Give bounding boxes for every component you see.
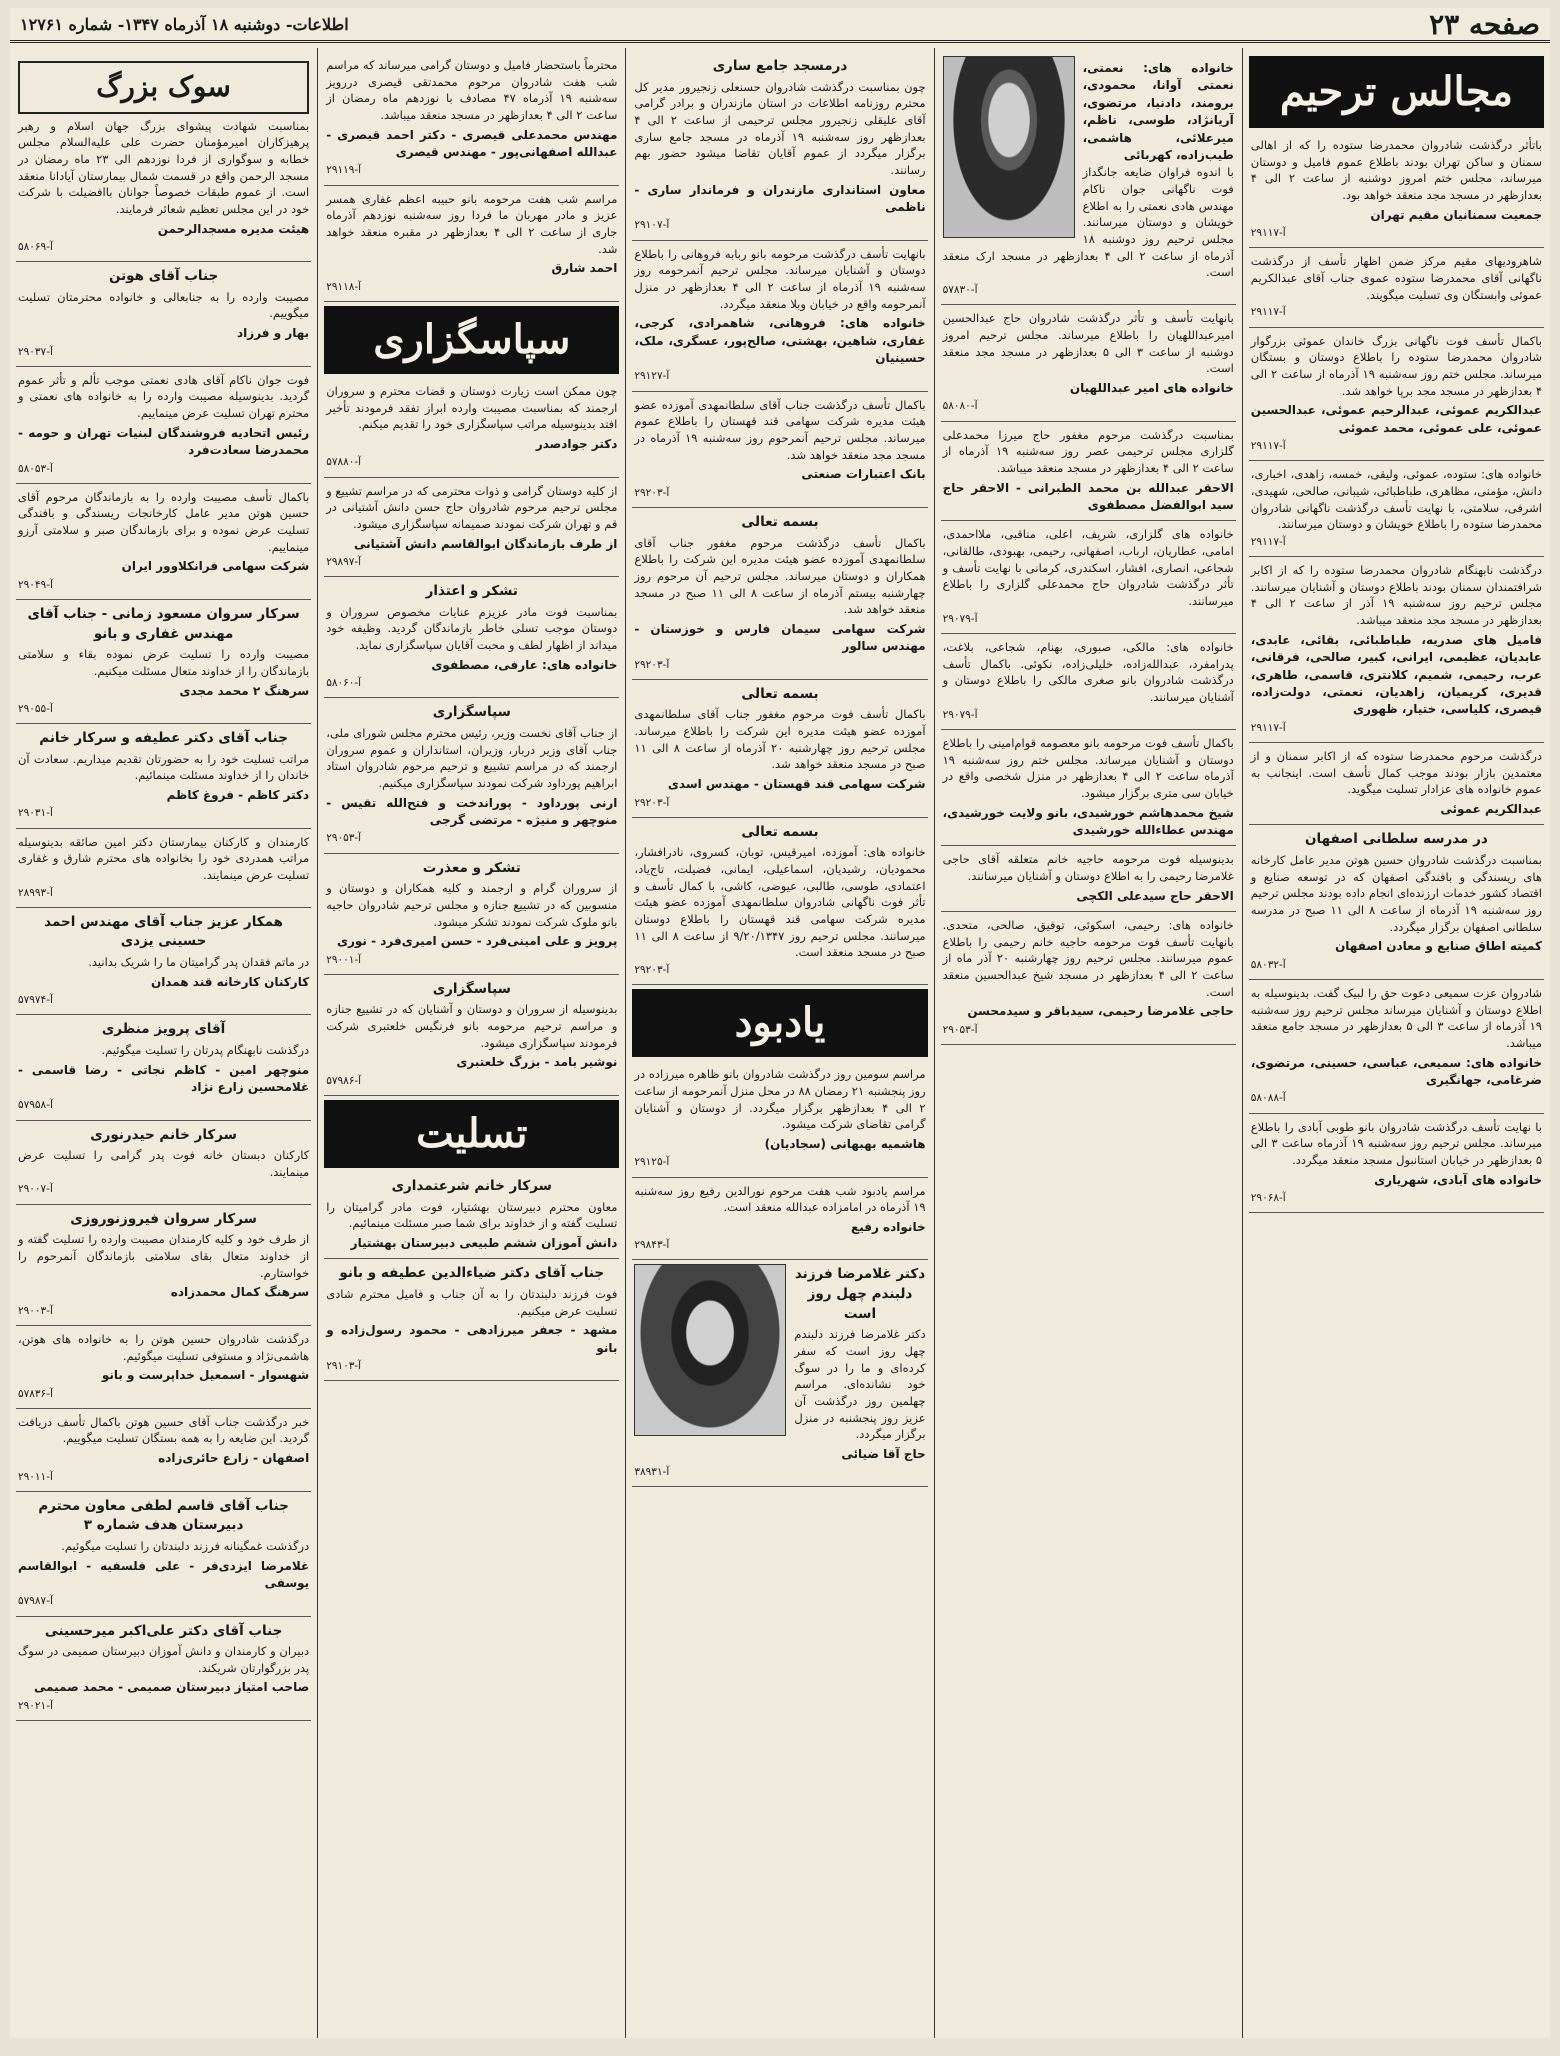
notice-signature: رئیس اتحادیه فروشندگان لبنیات تهران و حومه - محمدرضا سعادت‌فرد <box>17 425 310 458</box>
notice-text: دبیران و کارمندان و دانش آموزان دبیرستان صمیمی در سوگ پدر بزرگوارتان شریکند. <box>17 1644 310 1675</box>
notice-signature: نوشیر بامد - بزرگ خلعتبری <box>456 1055 618 1070</box>
notice-text: بمناسبت درگذشت شادروان حسین هوتن مدیر عامل کارخانه های ریسندگی و بافندگی اصفهان که در توسعه صنایع و اقتصاد کشور خدمات ارزنده‌ای انجام داده بودند مجلس ترحیم روز سه‌شنبه ۱۹ آذرماه از ساعت ۸ الی ۱۱ صبح در مدرسه سلطانی اصفهان برگزار میگردد. <box>1250 852 1542 934</box>
notice-code: آ-۵۸۰۳۲ <box>1250 958 1286 971</box>
notice-signature: حاج آقا ضیائی <box>841 1446 926 1461</box>
notice-text: درگذشت نابهنگام شادروان محمدرضا ستوده را که از اکابر شرافتمندان سمنان بودند باطلاع دوستان و آشنایان میرسانند. مجلس ترحیم روز سه‌شنبه ۱۹ آذر از ساعت ۲ الی ۴ بعدازظهر در مسجد مجد منعقد میباشد. <box>1250 563 1542 628</box>
portrait-photo <box>634 1264 786 1436</box>
notice-block <box>324 1259 619 1381</box>
notice-block <box>16 1205 311 1326</box>
notice-code: آ-۲۹۱۰۳ <box>326 1360 362 1373</box>
notice-block <box>16 908 311 1015</box>
notice-heading: دکتر غلامرضا فرزند دلبندم چهل روز است <box>794 1266 926 1322</box>
notice-block <box>16 52 311 262</box>
notice-text: کارکنان دبستان خانه فوت پدر گرامی را تسلیت عرض مینمایند. <box>17 1148 310 1179</box>
notice-text: چون بمناسبت درگذشت شادروان حسنعلی زنجیرور مدیر کل محترم روزنامه اطلاعات در استان مازندران و برادر گرامی آقای علیقلی زنجیرور مجلس ترحیمی از ساعت ۲ الی ۴ بعدازظهر روز سه‌شنبه ۱۹ آذرماه در مسجد جامع ساری برگزار میگردد از عموم آقایان تقاضا میشود حضور بهم رسانند. <box>634 79 926 177</box>
notice-signature: اصفهان - زارع حائری‌زاده <box>158 1451 310 1466</box>
notice-text: چون ممکن است زیارت دوستان و قضات محترم و سروران ارجمند که بمناسبت مصیبت وارده ابراز تفقد فرمودند تأخیر افتد بدینوسیله مراتب سپاسگزاری خود را تقدیم میکنم. <box>326 383 618 432</box>
notice-block <box>16 724 311 829</box>
notice-signature: خانواده های آبادی، شهریاری <box>1374 1172 1542 1187</box>
notice-code: آ-۳۸۹۳۱ <box>634 1466 670 1479</box>
issue-info: اطلاعات- دوشنبه ۱۸ آذرماه ۱۳۴۷- شماره ۱۲۷۶۱ <box>20 14 349 34</box>
notice-heading: بسمه تعالی <box>741 823 819 840</box>
notice-block <box>324 698 619 853</box>
notice-text: در ماتم فقدان پدر گرامیتان ما را شریک بدانید. <box>88 955 310 970</box>
portrait-photo <box>943 56 1075 238</box>
notice-signature: شیخ محمدهاشم خورشیدی، بانو ولایت خورشیدی، مهندس عطاءالله خورشیدی <box>942 805 1234 837</box>
notice-code: آ-۲۹۰۰۱ <box>326 953 362 966</box>
notice-heading: سپاسگزاری <box>432 704 511 721</box>
notice-signature: احمد شارق <box>551 261 618 276</box>
notice-signature: مشهد - جعفر میرزادهی - محمود رسول‌زاده و بانو <box>326 1323 618 1355</box>
notice-code: آ-۲۹۱۱۸ <box>326 280 362 293</box>
notice-code: آ-۵۷۹۸۶ <box>326 1074 362 1087</box>
notice-text: شاهرودیهای مقیم مرکز ضمن اظهار تأسف از درگذشت ناگهانی آقای محمدرضا ستوده عموی جناب آقای عبدالکریم عموئی وابستگان وی تسلیت میگویند. <box>1250 254 1542 302</box>
notice-block <box>941 422 1236 522</box>
newspaper-page <box>10 8 1550 2038</box>
notice-block <box>632 1178 927 1261</box>
notice-text: درگذشت مرحوم محمدرضا ستوده که از اکابر سمنان و از معتمدین بازار بودند موجب کمال تأسف است. اینجانب به عموم خانواده های عزادار تسلیت میگوید. <box>1250 748 1542 797</box>
notice-heading: همکار عزیز جناب آقای مهندس احمد حسینی یزدی <box>44 913 284 950</box>
notice-block <box>324 378 619 478</box>
notice-block <box>16 484 311 600</box>
banner-majales-tarhim: مجالس ترحیم <box>1249 56 1544 128</box>
notice-code: آ-۲۹۱۱۹ <box>326 164 362 177</box>
notice-text: محترماً باستحضار فامیل و دوستان گرامی میرساند که مراسم شب هفت شادروان مرحوم محمدتقی قیصری دررویز سه‌شنبه ۱۹ آذرماه ۴۷ مصادف با نوزدهم ماه رمضان از ساعت ۲ الی ۴ بعدازظهر در مسجد منعقد میباشد. <box>326 58 618 123</box>
notice-text: با نهایت تأسف درگذشت شادروان بانو طوبی آبادی را باطلاع میرساند. مجلس ترحیم روز سه‌شنبه ۱۹ آذرماه ساعت ۳ الی ۵ بعدازظهر در خیابان استانبول مسجد منعقد میگردد. <box>1250 1119 1542 1167</box>
notice-code: آ-۵۸۰۸۰ <box>942 400 978 413</box>
notice-block <box>324 854 619 975</box>
notice-text: باکمال تأسف فوت مرحوم مغفور جناب آقای سلطانمهدی آموزده عضو هیئت مدیره این شرکت را باطلاع میرساند. مجلس ترحیم روز چهارشنبه ۲۰ آذرماه از ساعت ۸ الی ۱۱ صبح در مسجد منعقد خواهد شد. <box>634 707 926 772</box>
notice-text: درگذشت شادروان حسین هوتن را به خانواده های هوتن، هاشمی‌نژاد و مستوفی تسلیت میگوئیم. <box>17 1331 310 1363</box>
notice-block <box>324 478 619 578</box>
notice-code: آ-۲۹۰۵۵ <box>17 702 53 715</box>
notice-signature: دکتر جوادصدر <box>535 437 618 451</box>
notice-block <box>941 521 1236 634</box>
notice-block <box>16 1617 311 1722</box>
notice-code: آ-۲۹۲۰۳ <box>634 796 670 809</box>
notice-heading: جناب آقای هوتن <box>108 268 219 285</box>
notice-heading: آقای پرویز منظری <box>101 1021 226 1038</box>
notice-heading: سرکار خانم حیدرنوری <box>90 1126 237 1143</box>
notice-code: آ-۲۹۱۱۷ <box>1250 227 1286 240</box>
notice-signature: هیئت مدیره مسجدالرحمن <box>157 221 310 236</box>
notice-block <box>1249 825 1544 980</box>
notice-block <box>632 52 927 241</box>
notice-code: آ-۵۸۰۶۰ <box>326 677 362 690</box>
notice-text: از طرف خود و کلیه کارمندان مصیبت وارده را تسلیت گفته و از خداوند متعال بقای سلامتی بازماندگان آنمرحوم را خواستارم. <box>17 1232 310 1280</box>
notice-code: آ-۲۹۱۱۷ <box>1250 306 1286 319</box>
notice-text: شادروان عزت سمیعی دعوت حق را لبیک گفت. بدینوسیله به اطلاع دوستان و آشنایان میرساند مجلس ترحیم روز سه‌شنبه ۱۹ آذرماه از ساعت ۳ الی ۵ بعدازظهر در مسجد جامع منعقد میباشد. <box>1250 985 1542 1050</box>
notice-text: مراسم یادبود شب هفت مرحوم نورالدین رفیع روز سه‌شنبه ۱۹ آذرماه در امامزاده عبدالله منعقد است. <box>634 1183 926 1215</box>
column-4 <box>317 48 625 2038</box>
notice-code: آ-۲۹۰۷۹ <box>942 612 978 625</box>
notice-signature: کارکنان کارخانه قند همدان <box>150 974 310 989</box>
notice-code: آ-۲۹۰۰۷ <box>17 1183 53 1196</box>
notice-text: بمناسبت شهادت پیشوای بزرگ جهان اسلام و رهبر پرهیزکاران امیرمؤمنان حضرت علی علیه‌السلام مجلس خطابه و سوگواری از فردا نوزدهم الی ۲۳ ماه رمضان در مسجد الرحمن واقع در قسمت شمال بیمارستان آیادانا منعقد است. از عموم طبقات خصوصاً جوانان باافضیلت با شرکت خود در این مجلس تعظیم شعائر فرمایند. <box>17 118 310 216</box>
notice-title: سوک بزرگ <box>18 61 309 114</box>
notice-block <box>1249 328 1544 462</box>
notice-code: آ-۲۹۰۷۹ <box>942 708 978 721</box>
notice-text: باکمال تأسف فوت ناگهانی بزرگ خاندان عموئی بزرگوار شادروان محمدرضا ستوده را باطلاع دوستان و بستگان میرساند. مجلس ختم روز سه‌شنبه ۱۹ آذرماه از ساعت ۲ الی ۴ بعدازظهر در مسجد مجد برپا خواهد شد. <box>1250 333 1542 398</box>
notice-text: خانواده های: رحیمی، اسکوئی، توفیق، صالحی، متحدی. بانهایت تأسف فوت مرحومه حاجیه خانم رحیمی را باطلاع عموم میرسانند. مجلس ترحیم روز چهارشنبه ۲۰ آذر ماه از ساعت ۲ الی ۴ بعدازظهر در مسجد شیخ عبدالحسین منعقد است. <box>942 918 1234 999</box>
notice-signature: فامیل های صدریه، طباطبائی، بقائی، عابدی، عابدیان، عظیمی، ایرانی، کبیر، صالحی، فرقانی، عرب، رحیمی، شمیم، کلانتری، قاسمی، طاهری، قدیری، کریمیان، زاهدیان، نعمتی، دولت‌زاده، قیصری، کلیاسی، ختیار، ظهوری <box>1250 632 1542 717</box>
notice-block <box>632 241 927 392</box>
notice-heading: جناب آقای دکتر ضیاءالدین عطیفه و بانو <box>339 1265 605 1282</box>
notice-signature: منوچهر امین - کاظم نجاتی - رضا قاسمی - غلامحسین زارع نژاد <box>17 1062 310 1094</box>
notice-signature: شهسوار - اسمعیل خداپرست و بانو <box>101 1368 310 1383</box>
notice-block <box>16 1409 311 1492</box>
notice-text: بدینوسیله از سروران و دوستان و آشنایان که در تشییع جنازه و مراسم ترحیم مرحومه بانو فرنگیس خلعتبری شرکت فرمودند سپاسگزاری میشود. <box>326 1002 618 1050</box>
notice-code: آ-۵۸۰۵۳ <box>17 462 53 475</box>
notice-text: خانواده های گلزاری، شریف، اعلی، مناقبی، ملااحمدی، امامی، عطاریان، ارباب، اصفهانی، رحیمی، بهبودی، طالقانی، شجاعی، انصاری، افشار، اسکندری، کرمانی با نهایت تأسف و تأثر درگذشت شادروان حاج محمدعلی گلزاری را باطلاع میرسانند. <box>942 527 1234 609</box>
notice-code: آ-۲۹۲۰۳ <box>634 658 670 671</box>
notice-text: باکمال تأسف مصیبت وارده را به بازماندگان مرحوم آقای حسین هوتن مدیر عامل کارخانجات ریسندگی و بافندگی تسلیت عرض نموده و برای بازماندگان صبر و سلامتی آرزو مینماییم. <box>17 489 310 554</box>
notice-text: درگذشت غمگینانه فرزند دلبندتان را تسلیت میگوئیم. <box>61 1538 310 1553</box>
notice-code: آ-۵۷۹۷۴ <box>17 994 53 1007</box>
notice-block <box>16 262 311 367</box>
notice-heading: در مدرسه سلطانی اصفهان <box>1304 831 1488 848</box>
notice-code: آ-۵۷۸۸۰ <box>326 456 362 469</box>
notice-block <box>632 508 927 680</box>
notice-text: بدینوسیله فوت مرحومه حاجیه خانم متعلقه آقای حاجی غلامرضا رحیمی را به اطلاع دوستان و آشنایان میرسانند. <box>942 852 1234 883</box>
notice-block <box>632 680 927 818</box>
notice-block <box>632 818 927 985</box>
notice-code: آ-۲۹۰۱۱ <box>17 1470 53 1483</box>
notice-code: آ-۲۸۹۹۳ <box>17 886 53 899</box>
columns <box>10 48 1550 2038</box>
notice-code: آ-۲۹۸۹۷ <box>326 556 362 569</box>
notice-block <box>16 600 311 724</box>
notice-code: آ-۵۷۹۸۷ <box>17 1595 53 1608</box>
notice-signature: خانواده های: فروهانی، شاهمرادی، کرجی، غفاری، شاهین، بهشتی، صالح‌پور، عسگری، ملک، حسینیان <box>634 316 926 366</box>
notice-heading: بسمه تعالی <box>741 513 819 530</box>
notice-text: معاون محترم دبیرستان بهشتیار، فوت مادر گرامیتان را تسلیت گفته و از خداوند برای شما صبر مسئلت مینمائیم. <box>326 1199 618 1231</box>
notice-block <box>1249 1114 1544 1214</box>
notice-block <box>1249 132 1544 248</box>
notice-text: خانواده های: آموزده، امیرقیس، توبان، کسروی، نادرافشار، محمودیان، رشیدیان، اسماعیلی، ایمانی، فضیلت، تاج‌یاد، اعتمادی، طوسی، طالبی، عیوضی، کاشی، با کمال تأسف و تأثر فوت ناگهانی شادروان سلطانمهدی آموزده عضو هیئت مدیره شرکت سهامی قند قهستان را باطلاع دوستان میرسانند. مجلس ترحیم روز ۹/۲۰/۱۳۴۷ از ساعت ۸ الی ۱۱ صبح در مسجد منعقد است. <box>634 845 926 960</box>
notice-code: آ-۲۹۰۵۳ <box>326 832 362 845</box>
notice-heading: سپاسگزاری <box>432 980 511 997</box>
notice-signature: هاشمیه بهبهانی (سجادیان) <box>764 1136 926 1151</box>
notice-signature: سرهنگ ۲ محمد مجدی <box>179 683 310 698</box>
notice-block <box>632 392 927 508</box>
notice-code: آ-۲۹۰۴۹ <box>17 578 53 591</box>
notice-signature: پرویز و علی امینی‌فرد - حسن امیری‌فرد - نوری <box>336 934 618 949</box>
column-3 <box>625 48 933 2038</box>
notice-text: بانهایت تأسف درگذشت مرحومه بانو ربابه فروهانی را باطلاع دوستان و آشنایان میرساند. مجلس ترحیم آنمرحومه روز سه‌شنبه ۱۹ آذرماه از ساعت ۲ الی ۴ بعدازظهر در منزل آنمرحومه واقع در خیابان وبلا منعقد میگردد. <box>634 246 926 311</box>
notice-block <box>1249 743 1544 825</box>
notice-code: آ-۲۹۱۲۷ <box>634 370 670 383</box>
banner-sepasgozari: سپاسگزاری <box>324 306 619 374</box>
notice-block <box>941 912 1236 1045</box>
notice-code: آ-۲۹۲۰۳ <box>634 964 670 977</box>
notice-code: آ-۵۸۰۸۸ <box>1250 1092 1286 1105</box>
notice-block <box>1249 248 1544 327</box>
notice-signature: شرکت سهامی سیمان فارس و خوزستان - مهندس سالور <box>634 621 926 654</box>
column-5 <box>10 48 317 2038</box>
notice-text: خبر درگذشت جناب آقای حسین هوتن باکمال تأسف دریافت گردید. این ضایعه را به همه بستگان تسلیت میگوییم. <box>17 1414 310 1446</box>
notice-heading: بسمه تعالی <box>741 685 819 702</box>
notice-signature: الاحقر حاج سیدعلی الکچی <box>1076 888 1234 903</box>
notice-block <box>16 367 311 484</box>
notice-block <box>324 1172 619 1259</box>
notice-signature: خانواده رفیع <box>851 1219 926 1234</box>
notice-signature: بانک اعتبارات صنعتی <box>801 467 926 482</box>
notice-code: آ-۲۹۱۰۷ <box>634 219 670 232</box>
notice-block <box>1249 461 1544 557</box>
notice-block <box>941 305 1236 421</box>
notice-block <box>16 1015 311 1120</box>
notice-heading: سرکار خانم شرعتمداری <box>391 1178 552 1195</box>
notice-signature: سرهنگ کمال محمدزاده <box>170 1285 310 1300</box>
notice-signature: شرکت سهامی قند قهستان - مهندس اسدی <box>667 777 926 792</box>
notice-heading: سرکار سروان مسعود زمانی - جناب آقای مهندس غفاری و بانو <box>27 606 300 642</box>
notice-heading: تشکر و اعتذار <box>425 583 518 600</box>
notice-signature: صاحب امتیاز دبیرستان صمیمی - محمد صمیمی <box>33 1680 310 1695</box>
notice-text: از کلیه دوستان گرامی و ذوات محترمی که در مراسم تشییع و مجلس ترحیم مرحوم شادروان حاج حسن دانش آشتیانی در قم و تهران شرکت نمودند صمیمانه سپاسگزاری میشود. <box>326 483 618 531</box>
banner-yadbud: یادبود <box>632 989 927 1057</box>
notice-code: آ-۲۹۲۰۳ <box>634 486 670 499</box>
notice-code: آ-۵۷۸۳۶ <box>17 1387 53 1400</box>
notice-block <box>1249 557 1544 743</box>
notice-code: آ-۲۹۱۱۷ <box>1250 440 1286 452</box>
notice-signature: معاون استانداری مازندران و فرماندار ساری - ناظمی <box>634 182 926 214</box>
notice-families: خانواده های: نعمتی، نعمتی آوانا، محمودی، برومند، دادنیا، مرتضوی، آریانژاد، طوسی، ناظم، میرعلائی، هاشمی، طیب‌زاده، کهربائی <box>1082 61 1234 162</box>
notice-code: آ-۲۹۰۳۱ <box>17 807 53 820</box>
notice-heading: جناب آقای قاسم لطفی معاون محترم دبیرستان هدف شماره ۳ <box>38 1497 289 1534</box>
notice-code: آ-۵۷۸۳۰ <box>942 284 978 297</box>
notice-text: کارمندان و کارکنان بیمارستان دکتر امین صائقه بدینوسیله مراتب همدردی خود را بخانواده های محترم شارق و غفاری تسلیت عرض مینمایند. <box>17 834 310 882</box>
masthead <box>10 8 1550 43</box>
notice-block <box>632 1061 927 1177</box>
notice-block <box>324 52 619 186</box>
notice-signature: حاجی غلامرضا رحیمی، سیدباقر و سیدمحسن <box>967 1004 1234 1019</box>
notice-text: فوت فرزند دلبندتان را به آن جناب و فامیل محترم شادی تسلیت عرض میکنیم. <box>326 1286 618 1318</box>
notice-block <box>941 634 1236 730</box>
notice-block <box>16 1121 311 1205</box>
notice-text: از جناب آقای نخست وزیر، رئیس محترم مجلس شورای ملی، جناب آقای وزیر دربار، وزیران، استانداران و عموم سروران ارجمند که در مراسم تشییع و ترحیم مرحوم شادروان استاد ابراهیم پورداود شرکت نمودند سپاسگزاری میکنیم. <box>326 725 618 790</box>
notice-text: با اندوه فراوان ضایعه جانگداز فوت ناگهانی جوان ناکام مهندس هادی نعمتی را به اطلاع خویشان و دوستان میرسانند. مجلس ترحیم روز دوشنبه ۱۸ آذرماه از ساعت ۲ الی ۴ بعدازظهر در مسجد ارک منعقد است. <box>942 165 1234 280</box>
notice-code: آ-۲۹۱۲۵ <box>634 1156 670 1169</box>
notice-block <box>324 186 619 302</box>
notice-block <box>1249 980 1544 1114</box>
notice-text: باکمال تأسف درگذشت جناب آقای سلطانمهدی آموزده عضو هیئت مدیره شرکت سهامی قند قهستان را باطلاع عموم میرساند. مجلس ترحیم آنمرحوم روز سه‌شنبه ۱۹ آذرماه در مسجد مجد منعقد خواهد شد. <box>634 397 926 462</box>
notice-block <box>324 577 619 698</box>
notice-text: بانهایت تأسف و تأثر درگذشت شادروان حاج عبدالحسین امیرعبداللهیان را باطلاع میرساند. مجلس ترحیم امروز دوشنبه از ساعت ۳ الی ۵ بعدازظهر در مسجد مجد منعقد است. <box>942 311 1234 376</box>
notice-code: آ-۲۹۰۳۷ <box>17 345 53 358</box>
notice-heading: جناب آقای دکتر عطیفه و سرکار خانم <box>39 730 288 747</box>
notice-signature: خانواده های: عارفی، مصطفوی <box>431 657 618 672</box>
notice-text: مصیبت وارده را به جنابعالی و خانواده محترمتان تسلیت میگوییم. <box>17 289 310 321</box>
notice-signature: کمیته اطاق صنایع و معادن اصفهان <box>1335 939 1542 954</box>
notice-text: فوت جوان ناکام آقای هادی نعمتی موجب تألم و تأثر عموم گردید. بدینوسیله مصیبت وارده را به خانواده های نعمتی و محترم تهران تسلیت عرض مینماییم. <box>17 372 310 421</box>
notice-text: مصیبت وارده را تسلیت عرض نموده بقاء و سلامتی بازماندگان را از خداوند متعال مسئلت میکنیم. <box>17 647 310 678</box>
notice-heading: سرکار سروان فیروزنوروزی <box>70 1210 257 1227</box>
notice-text: مراسم شب هفت مرحومه بانو حبیبه اعظم غفاری همسر عزیز و مادر مهربان ما فردا روز سه‌شنبه نوزدهم آذرماه جاری از ساعت ۲ الی ۴ بعدازظهر در مقبره منعقد خواهد شد. <box>326 191 618 256</box>
notice-signature: از طرف بازماندگان ابوالقاسم دانش آشتیانی <box>354 536 618 551</box>
notice-code: آ-۲۹۸۴۳ <box>634 1239 670 1252</box>
notice-text: مراتب تسلیت خود را به حضورتان تقدیم میداریم. سعادت آن خاندان را از خداوند مسئلت مینمائیم. <box>17 751 310 783</box>
notice-text: باکمال تأسف فوت مرحومه بانو معصومه قوام‌امینی را باطلاع دوستان و آشنایان میرساند. مجلس ختم روز سه‌شنبه ۱۹ آذرماه ساعت ۲ الی ۴ بعدازظهر در منزل شخصی واقع در خیابان سی متری برگزار میشود. <box>942 735 1234 800</box>
notice-block <box>941 846 1236 912</box>
notice-block <box>324 975 619 1096</box>
column-1 <box>1242 48 1550 2038</box>
column-2 <box>934 48 1242 2038</box>
notice-signature: ارنی پورداود - پوراندخت و فتح‌الله تقیس - منوچهر و منیژه - مرتضی گرجی <box>326 795 618 828</box>
notice-text: درگذشت نابهنگام پدرتان را تسلیت میگوئیم. <box>101 1042 310 1057</box>
notice-signature: بهار و فرزاد <box>237 326 310 341</box>
notice-code: آ-۲۹۱۱۷ <box>1250 721 1286 734</box>
notice-text: مراسم سومین روز درگذشت شادروان بانو ظاهره میرزاده در روز پنجشنبه ۲۱ رمضان ۸۸ در محل منزل آنمرحومه از ساعت ۲ الی ۴ بعدازظهر برگزار میگردد. از دوستان و آشنایان گرامی تقاضای شرکت میشود. <box>634 1067 926 1132</box>
page-number: صفحه ۲۳ <box>1429 7 1540 41</box>
notice-block <box>941 730 1236 846</box>
notice-signature: غلامرضا ایزدی‌فر - علی فلسفیه - ابوالقاسم یوسفی <box>17 1558 310 1590</box>
notice-signature: عبدالکریم عموئی، عبدالرحیم عموئی، عبدالحسین عموئی، علی عموئی، محمد عموئی <box>1250 403 1542 435</box>
notice-text: باتأثر درگذشت شادروان محمدرضا ستوده را که از اهالی سمنان و ساکن تهران بودند باطلاع عموم فامیل و دوستان میرساند، مجلس ختم امروز دوشنبه از ساعت ۲ الی ۴ بعدازظهر در مسجد مجد منعقد خواهد بود. <box>1250 138 1542 203</box>
notice-code: آ-۵۸۰۶۹ <box>17 241 53 254</box>
notice-signature: مهندس محمدعلی قیصری - دکتر احمد قیصری - عبدالله اصفهانی‌پور - مهندس قیصری <box>326 127 618 160</box>
notice-code: آ-۲۹۰۵۳ <box>942 1023 978 1036</box>
notice-code: آ-۲۹۰۲۱ <box>17 1699 53 1712</box>
notice-code: آ-۲۹۱۱۷ <box>1250 535 1286 548</box>
notice-text: بمناسبت درگذشت مرحوم مغفور حاج میرزا محمدعلی گلزاری مجلس ترحیمی عصر روز سه‌شنبه ۱۹ آذرماه از ساعت ۲ الی ۴ بعدازظهر در مسجد منعقد میباشد. <box>942 427 1234 475</box>
notice-text: از سروران گرام و ارجمند و کلیه همکاران و دوستان و منسوبین که در تشییع جنازه و مجلس ترحیم شادروان حاجیه بانو ملوک شرکت نمودند تشکر میشود. <box>326 881 618 929</box>
notice-text: دکتر غلامرضا فرزند دلبندم چهل روز است که سفر کرده‌ای و ما را در سوگ خود نشانده‌ای. مراسم چهلمین روز درگذشت آن عزیز روز پنجشنبه در منزل برگزار میگردد. <box>794 1327 926 1442</box>
notice-text: بمناسبت فوت مادر عزیزم عنایات مخصوص سروران و دوستان موجب تسلی خاطر بازماندگان گردید. وظیفه خود میداند از اظهار لطف و محبت آقایان سپاسگزاری نماید. <box>326 604 618 653</box>
notice-signature: الاحقر عبدالله بن محمد الطبرانی - الاحقر حاج سید ابوالفضل مصطفوی <box>942 480 1234 512</box>
notice-code: آ-۵۷۹۵۸ <box>17 1099 53 1112</box>
notice-block <box>16 1492 311 1617</box>
notice-signature: دکتر کاظم - فروغ کاظم <box>166 788 310 803</box>
notice-text: خانواده های: مالکی، صبوری، بهنام، شجاعی، بلاغت، پدرامفرد، عبدالله‌زاده، خلیلی‌زاده، نکوئی. باکمال تأسف درگذشت شادروان بانو صغری مالکی را باطلاع دوستان و آشنایان میرسانند. <box>942 639 1234 704</box>
notice-signature: جمعیت سمنانیان مقیم تهران <box>1370 207 1542 222</box>
banner-tasliyat: تسلیت <box>324 1100 619 1168</box>
notice-heading: جناب آقای دکتر علی‌اکبر میرحسینی <box>44 1622 283 1639</box>
notice-code: آ-۲۹۰۶۸ <box>1250 1192 1286 1205</box>
notice-text: باکمال تأسف درگذشت مرحوم مغفور جناب آقای سلطانمهدی آموزده عضو هیئت مدیره این شرکت را باطلاع همکاران و دوستان میرساند. مجلس ترحیم آن مرحوم روز چهارشنبه بیستم آذرماه از ساعت ۸ الی ۱۱ صبح در مسجد منعقد خواهد شد. <box>634 535 926 617</box>
notice-heading: تشکر و معذرت <box>422 859 521 876</box>
notice-block <box>16 829 311 908</box>
notice-signature: خانواده های: سمیعی، عباسی، حسینی، مرتضوی، ضرغامی، جهانگیری <box>1250 1055 1542 1087</box>
notice-signature: دانش آموزان ششم طبیعی دبیرستان بهشتیار <box>350 1235 618 1250</box>
notice-signature: خانواده های امیر عبداللهیان <box>1069 380 1234 395</box>
notice-text: خانواده های: ستوده، عموئی، ولیقی، خمسه، زاهدی، اخباری، دانش، مؤمنی، مظاهری، طباطبائی، شیبانی، صالحی، شهیدی، اشرفی، سلامتی، با نهایت تأسف درگذشت ناگهانی شادروان محمدرضا ستوده را باطلاع خویشان و دوستان میرسانند. <box>1250 467 1542 532</box>
notice-signature: شرکت سهامی فرانکلاوور ایران <box>121 559 310 574</box>
notice-heading: درمسجد جامع ساری <box>712 58 848 74</box>
notice-block <box>16 1326 311 1409</box>
notice-signature: عبدالکریم عموئی <box>1440 802 1542 816</box>
notice-code: آ-۲۹۰۰۳ <box>17 1304 53 1317</box>
